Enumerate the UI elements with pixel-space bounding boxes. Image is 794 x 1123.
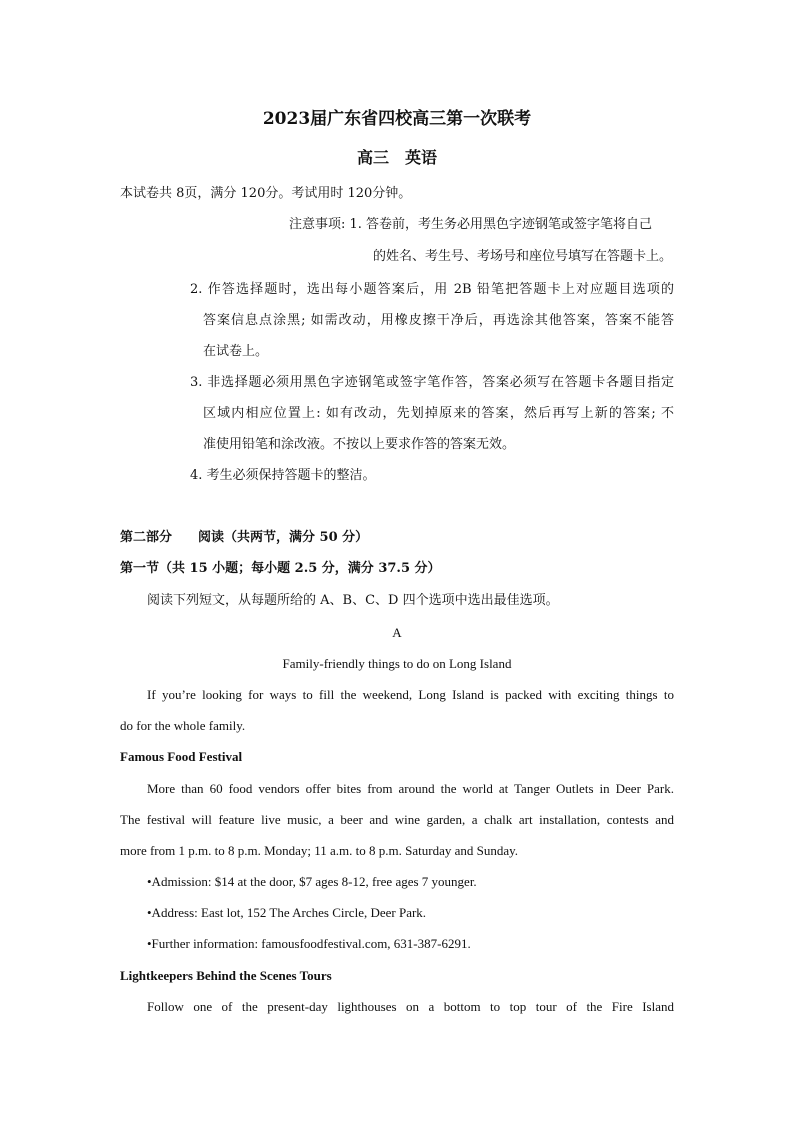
notice-item-2-line-1: 2. 作答选择题时，选出每小题答案后，用 2B 铅笔把答题卡上对应题目选项的 (190, 282, 674, 297)
part-2-heading: 第二部分 阅读（共两节，满分 50 分） (120, 530, 369, 545)
section-1-heading: 第一节（共 15 小题；每小题 2.5 分，满分 37.5 分） (120, 561, 441, 576)
reading-instruction: 阅读下列短文，从每题所给的 A、B、C、D 四个选项中选出最佳选项。 (147, 593, 559, 608)
passage-intro-line-1: If you’re looking for ways to fill the weekend, Long Island is packed with exciting things to (147, 687, 674, 702)
festival-info: •Further information: famousfoodfestival.com, 631-387-6291. (147, 936, 471, 951)
notice-line-1: 注意事项: 1. 答卷前，考生务必用黑色字迹钢笔或签字笔将自己 (289, 217, 653, 232)
festival-heading: Famous Food Festival (120, 749, 243, 764)
festival-address: •Address: East lot, 152 The Arches Circle, Deer Park. (147, 905, 427, 920)
notice-item-3-line-2: 区域内相应位置上: 如有改动，先划掉原来的答案，然后再写上新的答案; 不 (203, 406, 674, 421)
notice-item-3-line-3: 准使用铅笔和涂改液。不按以上要求作答的答案无效。 (203, 437, 516, 452)
passage-title: Family-friendly things to do on Long Island (282, 656, 512, 671)
passage-intro-line-2: do for the whole family. (120, 718, 246, 733)
festival-line-2: The festival will feature live music, a beer and wine garden, a chalk art installation, contests and (120, 812, 674, 827)
notice-line-2: 的姓名、考生号、考场号和座位号填写在答题卡上。 (373, 249, 673, 264)
exam-title: 2023届广东省四校高三第一次联考 (262, 109, 532, 129)
notice-item-2-line-2: 答案信息点涂黑; 如需改动，用橡皮擦干净后，再选涂其他答案，答案不能答 (203, 313, 674, 328)
exam-subtitle: 高三 英语 (356, 148, 437, 167)
lighthouse-line-1: Follow one of the present-day lighthouses on a bottom to top tour of the Fire Island (147, 999, 674, 1014)
notice-item-4: 4. 考生必须保持答题卡的整洁。 (190, 468, 376, 483)
exam-intro: 本试卷共 8页，满分 120分。考试用时 120分钟。 (120, 186, 412, 201)
passage-letter: A (392, 625, 402, 640)
notice-item-2-line-3: 在试卷上。 (203, 344, 269, 359)
notice-item-3-line-1: 3. 非选择题必须用黑色字迹钢笔或签字笔作答，答案必须写在答题卡各题目指定 (190, 375, 674, 390)
festival-line-1: More than 60 food vendors offer bites from around the world at Tanger Outlets in Deer Park. (147, 781, 674, 796)
festival-admission: •Admission: $14 at the door, $7 ages 8-12, free ages 7 younger. (147, 874, 477, 889)
festival-line-3: more from 1 p.m. to 8 p.m. Monday; 11 a.m. to 8 p.m. Saturday and Sunday. (120, 843, 519, 858)
lighthouse-heading: Lightkeepers Behind the Scenes Tours (120, 968, 332, 983)
